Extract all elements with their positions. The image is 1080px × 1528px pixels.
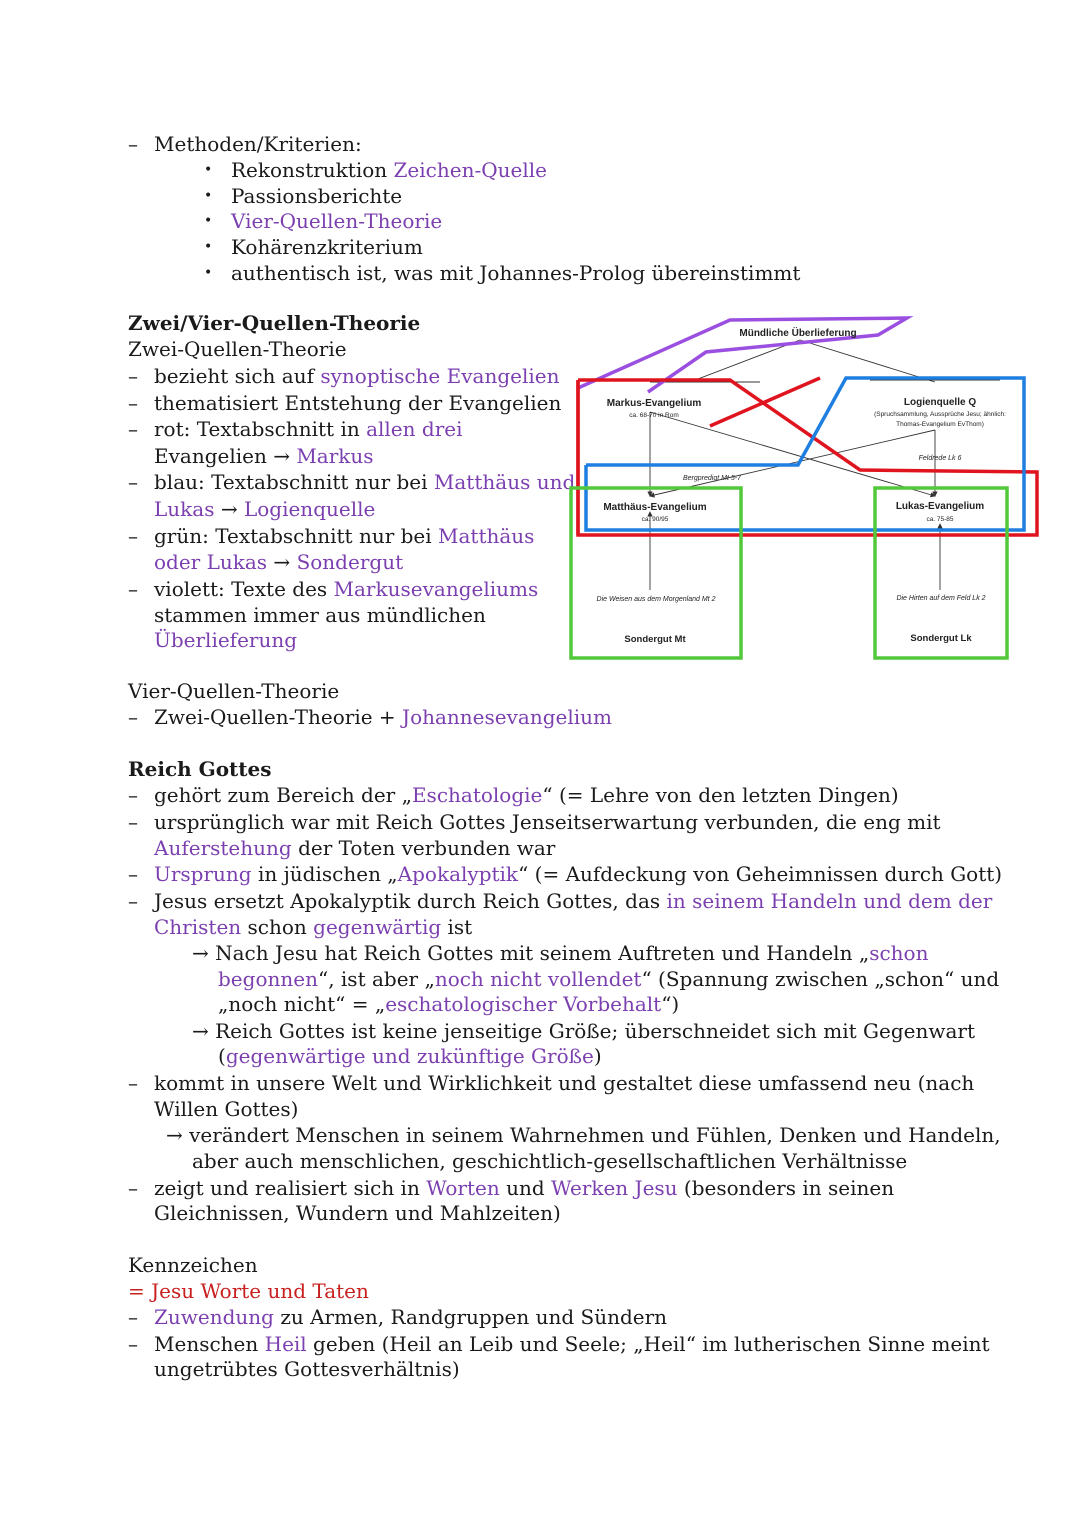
dash-bullet: – [128,132,138,156]
green-box-matthaeus [571,488,741,658]
quellen-line: Evangelien → Markus [154,444,374,468]
dot-bullet: • [204,213,213,229]
label-hirten: Die Hirten auf dem Feld Lk 2 [896,595,986,602]
quellen-line: rot: Textabschnitt in allen drei [154,417,463,441]
label-markus: Markus-Evangelium [606,398,702,409]
label-lukas-date: ca. 75-85 [926,516,954,523]
reich-line: „noch nicht“ = „eschatologischer Vorbehalt“) [218,992,680,1016]
red-diagonal [710,378,820,426]
dash-bullet: – [128,1332,138,1356]
quellen-line: grün: Textabschnitt nur bei Matthäus [154,524,535,548]
method-item-5: authentisch ist, was mit Johannes-Prolog übereinstimmt [231,261,801,285]
kennzeichen-line: Zuwendung zu Armen, Randgruppen und Sündern [154,1305,668,1329]
reich-line: ursprünglich war mit Reich Gottes Jenseitserwartung verbunden, die eng mit [154,810,941,834]
dash-bullet: – [128,417,138,441]
line-muendlich-markus [690,340,800,382]
dash-bullet: – [128,1071,138,1095]
reich-line: begonnen“, ist aber „noch nicht vollendet“ (Spannung zwischen „schon“ und [218,967,1000,991]
vier-quellen-line: Zwei-Quellen-Theorie + Johannesevangelium [154,705,612,729]
quellen-line: oder Lukas → Sondergut [154,550,404,574]
dash-bullet: – [128,364,138,388]
method-item-1: Rekonstruktion Zeichen-Quelle [231,158,547,182]
method-item-2: Passionsberichte [231,184,403,208]
reich-line: zeigt und realisiert sich in Worten und Werken Jesu (besonders in seinen [154,1176,895,1200]
dash-bullet: – [128,470,138,494]
reich-line: gehört zum Bereich der „Eschatologie“ (= Lehre von den letzten Dingen) [154,783,899,807]
dot-bullet: • [204,162,213,178]
reich-line: Willen Gottes) [154,1097,299,1121]
label-sondergut-mt: Sondergut Mt [624,634,686,645]
label-markus-date: ca. 68-70 in Rom [629,412,679,419]
label-matthaeus: Matthäus-Evangelium [603,502,707,513]
quellen-line: Überlieferung [154,628,298,652]
kennzeichen-line: ungetrübtes Gottesverhältnis) [154,1357,460,1381]
kennzeichen-definition: = Jesu Worte und Taten [128,1279,369,1303]
label-logien-sub1: (Spruchsammlung, Aussprüche Jesu; ähnlich: [874,411,1006,418]
dash-bullet: – [128,391,138,415]
reich-line: Christen schon gegenwärtig ist [154,915,473,939]
label-lukas: Lukas-Evangelium [895,501,985,512]
quellen-heading: Zwei/Vier-Quellen-Theorie [128,311,421,335]
quellen-line: thematisiert Entstehung der Evangelien [154,391,562,415]
label-muendlich: Mündliche Überlieferung [739,328,857,339]
line-muendlich-logien [800,340,935,382]
method-item-4: Kohärenzkriterium [231,235,423,259]
dash-bullet: – [128,889,138,913]
label-bergpredigt: Bergpredigt Mt 5-7 [683,475,741,482]
reich-heading: Reich Gottes [128,757,272,781]
quellen-line: Lukas → Logienquelle [154,497,376,521]
reich-line: aber auch menschlichen, geschichtlich-gesellschaftlichen Verhältnisse [192,1149,908,1173]
dot-bullet: • [204,265,213,281]
dash-bullet: – [128,1176,138,1200]
methods-title: Methoden/Kriterien: [154,132,362,156]
reich-line: Auferstehung der Toten verbunden war [154,836,556,860]
dot-bullet: • [204,239,213,255]
quellen-line: violett: Texte des Markusevangeliums [154,577,539,601]
kennzeichen-title: Kennzeichen [128,1253,258,1277]
label-logien: Logienquelle Q [903,397,977,408]
label-weisen: Die Weisen aus dem Morgenland Mt 2 [596,596,716,603]
quellen-line: stammen immer aus mündlichen [154,603,486,627]
quellen-diagram [560,308,1050,666]
dash-bullet: – [128,810,138,834]
dash-bullet: – [128,705,138,729]
reich-line: Gleichnissen, Wundern und Mahlzeiten) [154,1201,561,1225]
quellen-line: bezieht sich auf synoptische Evangelien [154,364,560,388]
dot-bullet: • [204,188,213,204]
quellen-subheading: Zwei-Quellen-Theorie [128,337,347,361]
label-feldrede: Feldrede Lk 6 [918,455,962,462]
vier-quellen-title: Vier-Quellen-Theorie [128,679,340,703]
quellen-line: blau: Textabschnitt nur bei Matthäus und [154,470,576,494]
dash-bullet: – [128,1305,138,1329]
dash-bullet: – [128,524,138,548]
label-sondergut-lk: Sondergut Lk [910,633,972,644]
kennzeichen-line: Menschen Heil geben (Heil an Leib und Seele; „Heil“ im lutherischen Sinne meint [154,1332,990,1356]
reich-line: (gegenwärtige und zukünftige Größe) [218,1044,602,1068]
dash-bullet: – [128,862,138,886]
reich-line: → verändert Menschen in seinem Wahrnehmen und Fühlen, Denken und Handeln, [166,1123,1001,1147]
reich-line: → Nach Jesu hat Reich Gottes mit seinem Auftreten und Handeln „schon [192,941,929,965]
dash-bullet: – [128,783,138,807]
label-logien-sub2: Thomas-Evangelium EvThom) [896,421,984,428]
reich-line: → Reich Gottes ist keine jenseitige Größe; überschneidet sich mit Gegenwart [192,1019,975,1043]
label-matthaeus-date: ca. 90/95 [641,516,669,523]
reich-line: kommt in unsere Welt und Wirklichkeit und gestaltet diese umfassend neu (nach [154,1071,975,1095]
reich-line: Ursprung in jüdischen „Apokalyptik“ (= Aufdeckung von Geheimnissen durch Gott) [154,862,1003,886]
method-item-3: Vier-Quellen-Theorie [231,209,443,233]
dash-bullet: – [128,577,138,601]
arrow-logien-matthaeus [650,430,935,496]
reich-line: Jesus ersetzt Apokalyptik durch Reich Gottes, das in seinem Handeln und dem der [154,889,993,913]
